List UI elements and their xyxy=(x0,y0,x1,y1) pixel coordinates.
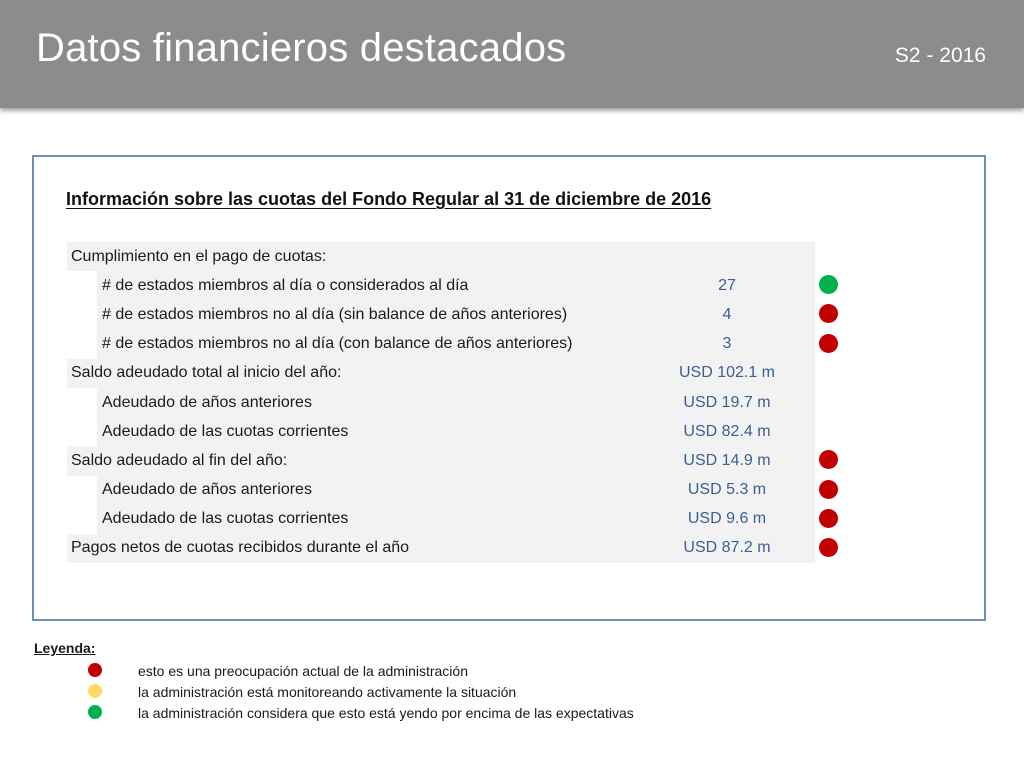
row-value: USD 82.4 m xyxy=(683,422,771,440)
table-row xyxy=(67,271,815,300)
row-label: # de estados miembros no al día (sin balance de años anteriores) xyxy=(102,305,568,323)
header-bar xyxy=(0,0,1024,108)
page-title: Datos financieros destacados xyxy=(36,26,567,70)
table-row xyxy=(67,417,815,446)
table-row xyxy=(67,505,815,534)
status-red-indicator-icon xyxy=(819,538,838,557)
status-red-indicator-icon xyxy=(819,480,838,499)
row-label: Cumplimiento en el pago de cuotas: xyxy=(71,247,327,265)
table-row xyxy=(67,388,815,417)
table-row xyxy=(67,359,815,388)
row-label: Adeudado de las cuotas corrientes xyxy=(102,422,349,440)
row-value: USD 5.3 m xyxy=(687,481,767,499)
table-row xyxy=(67,242,815,271)
status-red-indicator-icon xyxy=(819,450,838,469)
row-value: USD 87.2 m xyxy=(683,539,771,557)
legend-title: Leyenda: xyxy=(34,640,96,656)
financial-table xyxy=(67,242,815,563)
legend xyxy=(34,640,634,723)
status-green-indicator-icon xyxy=(819,275,838,294)
row-value: USD 19.7 m xyxy=(683,393,771,411)
row-label: Saldo adeudado al fin del año: xyxy=(71,451,288,469)
table-row xyxy=(67,300,815,329)
row-label: Pagos netos de cuotas recibidos durante el año xyxy=(71,539,410,557)
legend-item xyxy=(34,681,634,702)
row-label: Adeudado de las cuotas corrientes xyxy=(102,510,349,528)
status-red-indicator-icon xyxy=(819,334,838,353)
legend-yellow-dot-icon xyxy=(88,684,102,698)
content-panel xyxy=(32,155,986,621)
row-value: USD 102.1 m xyxy=(678,364,776,382)
legend-item-text: la administración considera que esto está yendo por encima de las expectativas xyxy=(138,704,634,721)
row-value: 4 xyxy=(722,305,732,323)
legend-green-dot-icon xyxy=(88,705,102,719)
status-red-indicator-icon xyxy=(819,509,838,528)
legend-item xyxy=(34,702,634,723)
row-label: Adeudado de años anteriores xyxy=(102,393,312,411)
table-row xyxy=(67,330,815,359)
legend-red-dot-icon xyxy=(88,663,102,677)
legend-items xyxy=(34,660,634,723)
status-red-indicator-icon xyxy=(819,304,838,323)
legend-item-text: la administración está monitoreando activamente la situación xyxy=(138,683,517,700)
row-value: 27 xyxy=(718,276,736,294)
table-row xyxy=(67,534,815,563)
row-value: USD 14.9 m xyxy=(683,451,771,469)
row-label: # de estados miembros no al día (con balance de años anteriores) xyxy=(102,335,573,353)
row-label: Adeudado de años anteriores xyxy=(102,481,312,499)
panel-heading: Información sobre las cuotas del Fondo Regular al 31 de diciembre de 2016 xyxy=(66,189,712,209)
table-row xyxy=(67,476,815,505)
row-label: Saldo adeudado total al inicio del año: xyxy=(71,364,342,382)
row-value: USD 9.6 m xyxy=(687,510,767,528)
legend-item xyxy=(34,660,634,681)
row-label: # de estados miembros al día o considerados al día xyxy=(102,276,469,294)
legend-item-text: esto es una preocupación actual de la administración xyxy=(138,662,468,679)
table-row xyxy=(67,446,815,475)
row-value: 3 xyxy=(722,335,732,353)
period-label: S2 - 2016 xyxy=(894,44,986,67)
